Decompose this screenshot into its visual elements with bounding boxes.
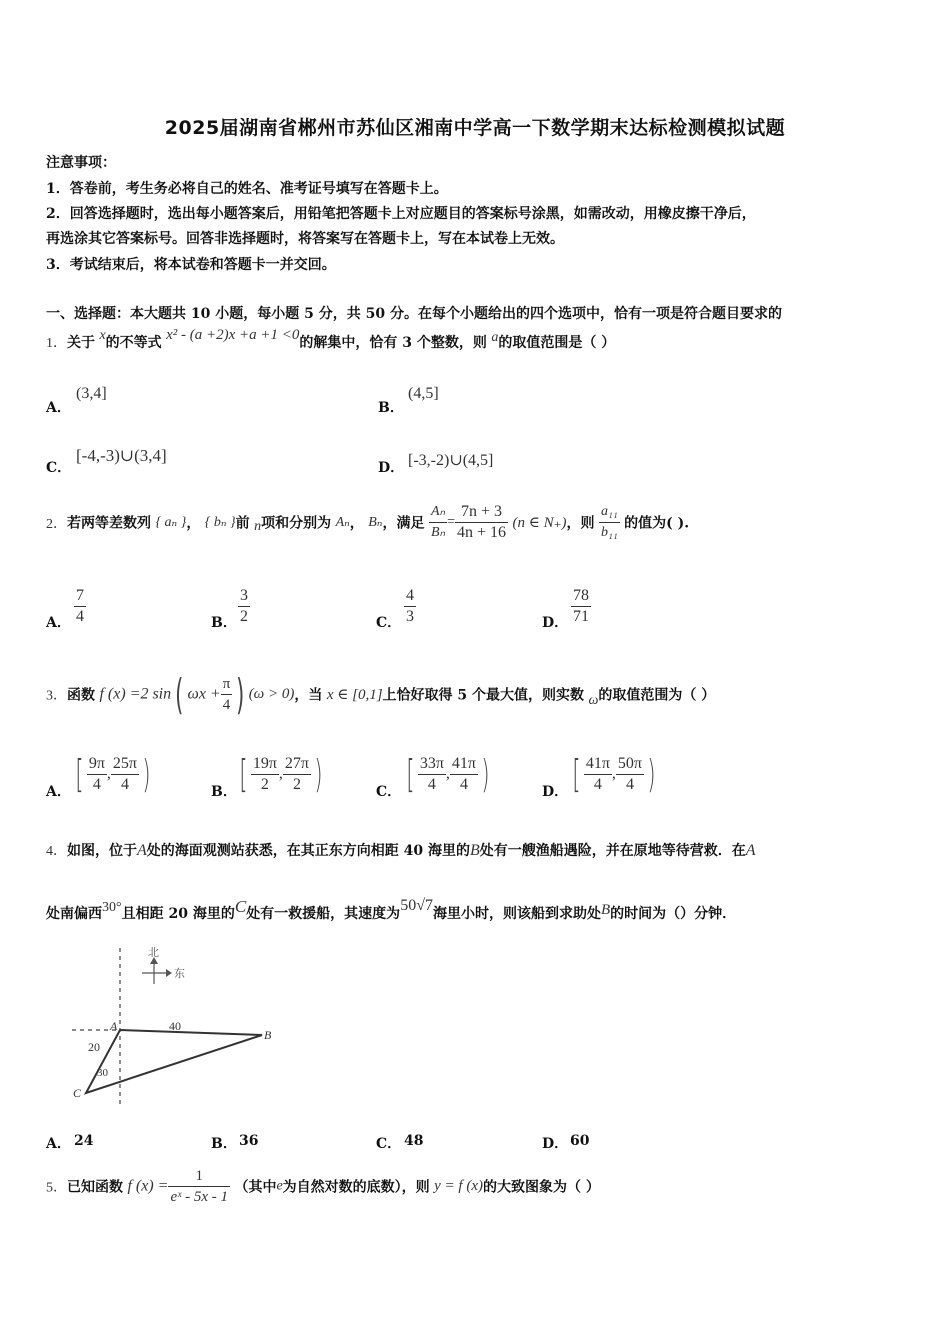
question-text: 已知函数	[67, 1179, 123, 1196]
notice-item: 3．考试结束后，将本试卷和答题卡一并交回。	[46, 257, 336, 273]
north-label: 北	[148, 947, 159, 959]
question-text: 的取值范围为（ ）	[598, 687, 716, 704]
fraction-lhs: $\frac{\text{Aₙ}}{\text{Bₙ}}$	[430, 504, 446, 540]
option-label: B．	[211, 615, 237, 631]
option-value[interactable]: $\frac{3}{2}$	[240, 587, 248, 625]
option-value[interactable]: [-4,-3)∪(3,4]	[76, 446, 167, 465]
question-text: 函数	[67, 687, 95, 704]
question-number: 4．	[46, 844, 67, 859]
option-label: D．	[542, 615, 569, 631]
option-label: A．	[46, 615, 71, 631]
question-text: 的不等式	[105, 335, 162, 351]
option-value[interactable]: (4,5]	[408, 385, 439, 402]
option-label: C．	[46, 460, 72, 476]
rescue-diagram	[66, 940, 296, 1110]
question-2: 2．若两等差数列 { aₙ }， { bₙ }前 n项和分别为 Aₙ， Bₙ，满足 $\frac{\text{Aₙ}}{\text{Bₙ}}$ = $\frac{7n + 3}{4n + 16}$ (n ∈ N₊)，则 $\frac{\text{a₁₁}}{\text{b₁₁}}$ 的值为( ).	[46, 503, 690, 541]
condition: (ω > 0)	[248, 686, 295, 702]
fraction-function: $\frac{1}{\text{eˣ - 5x - 1}}$	[170, 1168, 228, 1205]
question-text: 处有一艘渔船遇险，并在原地等待营救．在	[479, 843, 746, 859]
question-text: 处有一救援船，其速度为	[246, 906, 401, 922]
option-value[interactable]: 24	[74, 1133, 94, 1149]
math-var: A	[745, 842, 756, 859]
question-text: 关于	[67, 335, 95, 351]
option-label: C．	[376, 615, 402, 631]
question-text: ，满足	[382, 515, 425, 532]
math-var: C	[234, 897, 247, 916]
question-text: 为自然对数的底数），则	[282, 1179, 430, 1196]
option-value[interactable]: $\frac{4}{3}$	[406, 587, 414, 625]
math-var: ω	[588, 692, 599, 708]
question-text: （其中	[234, 1179, 277, 1196]
option-label: B．	[211, 784, 237, 800]
compass-arrow-icon	[166, 969, 172, 977]
question-text: 的值为( ).	[624, 515, 690, 532]
point-c-label: C	[73, 1086, 82, 1100]
option-value[interactable]: [ $\frac{19\pi}{2}$ , $\frac{27\pi}{2}$ )	[239, 752, 323, 796]
option-label: D．	[542, 1136, 569, 1152]
question-text: 的解集中，恰有 3 个整数，则	[299, 335, 487, 351]
option-value[interactable]: 60	[570, 1133, 590, 1149]
function-expr: f (x) =	[127, 1177, 169, 1195]
fraction-rhs: $\frac{7n + 3}{4n + 16}$	[456, 503, 507, 541]
option-label: A．	[46, 784, 71, 800]
question-number: 3．	[46, 688, 67, 704]
question-text: ，	[186, 515, 201, 532]
option-label: B．	[378, 400, 404, 416]
speed-value: 50√7	[400, 897, 433, 914]
notice-item: 再选涂其它答案标号。回答非选择题时，将答案写在答题卡上，写在本试卷上无效。	[46, 231, 564, 247]
question-3: 3．函数 f (x) =2 sin( ωx + $\frac{\pi}{4}$ ) (ω > 0)，当 x ∈ [0,1]上恰好取得 5 个最大值，则实数 ω的取值范围为（ ）	[46, 670, 716, 719]
condition: (n ∈ N₊)	[512, 515, 567, 531]
math-var: Bₙ	[368, 515, 383, 530]
option-value[interactable]: 48	[404, 1133, 424, 1149]
notice-item: 2．回答选择题时，选出每小题答案后，用铅笔把答题卡上对应题目的答案标号涂黑，如需改动，用橡皮擦干净后，	[46, 206, 756, 222]
sequence-b: { bₙ }	[204, 515, 236, 530]
question-text: 前	[235, 515, 250, 532]
notice-item: 1．答卷前，考生务必将自己的姓名、准考证号填写在答题卡上。	[46, 181, 448, 197]
question-number: 1．	[46, 336, 67, 351]
math-var: Aₙ	[335, 515, 350, 530]
section-heading: 一、选择题：本大题共 10 小题，每小题 5 分，共 50 分。在每个小题给出的四个选项中，恰有一项是符合题目要求的	[46, 306, 782, 322]
option-label: A．	[46, 400, 71, 416]
question-text: 若两等差数列	[67, 515, 151, 532]
page-title: 2025届湖南省郴州市苏仙区湘南中学高一下数学期末达标检测模拟试题	[164, 117, 786, 139]
option-value[interactable]: [ $\frac{9\pi}{4}$ , $\frac{25\pi}{4}$ )	[75, 752, 151, 796]
question-text: ，当	[294, 687, 323, 704]
option-value[interactable]: [ $\frac{41\pi}{4}$ , $\frac{50\pi}{4}$ )	[572, 752, 656, 796]
option-value[interactable]: 36	[239, 1133, 259, 1149]
math-var: A	[137, 842, 147, 859]
range: x ∈ [0,1]	[326, 687, 383, 703]
function-expr: f (x) =2 sin	[99, 685, 172, 703]
math-var: B	[470, 842, 480, 859]
question-number: 2．	[46, 516, 67, 532]
option-label: C．	[376, 784, 402, 800]
question-4-line-2	[46, 897, 737, 923]
question-text: ，	[349, 515, 364, 532]
east-label: 东	[174, 968, 185, 980]
question-text: 的取值范围是（ ）	[498, 335, 616, 351]
triangle-abc	[86, 1030, 262, 1093]
math-var: e	[276, 1178, 283, 1194]
length-ac-label: 20	[88, 1040, 100, 1054]
question-text: 如图，位于	[67, 843, 137, 859]
sequence-a: { aₙ }	[155, 515, 187, 530]
question-5	[46, 1166, 600, 1207]
option-label: C．	[376, 1136, 402, 1152]
math-var: n	[254, 518, 262, 534]
math-var: B	[600, 902, 611, 918]
angle-value: 30°	[102, 900, 122, 915]
math-var: x	[99, 328, 106, 343]
function-arg: ωx +	[187, 685, 221, 703]
question-text: 处的海面观测站获悉，在其正东方向相距 40 海里的	[146, 843, 471, 859]
question-text: 处南偏西	[46, 906, 102, 922]
fraction-pi: $\frac{\pi}{4}$	[222, 676, 231, 713]
option-value[interactable]: $\frac{78}{71}$	[573, 587, 589, 625]
point-b-label: B	[264, 1028, 272, 1042]
point-a-label: A	[110, 1019, 118, 1033]
question-4-line-1	[46, 840, 756, 860]
fraction-query: $\frac{\text{a₁₁}}{\text{b₁₁}}$	[600, 504, 618, 540]
notice-heading: 注意事项：	[46, 155, 116, 171]
question-number: 5．	[46, 1180, 67, 1196]
length-ab-label: 40	[169, 1019, 181, 1033]
question-text: 且相距 20 海里的	[121, 906, 235, 922]
question-1	[46, 327, 616, 352]
inequality: x² - (a +2)x +a +1 <0	[166, 327, 300, 343]
option-value[interactable]: [-3,-2)∪(4,5]	[408, 452, 494, 469]
function-ref: y = f (x)	[434, 1178, 483, 1194]
question-text: ，则	[566, 515, 595, 532]
question-text: 海里小时，则该船到求助处	[432, 906, 601, 922]
question-text: 的时间为（）分钟．	[610, 906, 737, 922]
option-value[interactable]: [ $\frac{33\pi}{4}$ , $\frac{41\pi}{4}$ )	[406, 752, 490, 796]
question-text: 上恰好取得 5 个最大值，则实数	[382, 687, 585, 704]
question-text: 的大致图象为（ ）	[482, 1179, 600, 1196]
option-value[interactable]: (3,4]	[76, 385, 107, 402]
math-var: a	[491, 330, 499, 345]
angle-label: 30	[97, 1067, 108, 1079]
option-label: D．	[542, 784, 569, 800]
option-label: A．	[46, 1136, 71, 1152]
option-label: D．	[378, 460, 405, 476]
option-value[interactable]: $\frac{7}{4}$	[76, 587, 84, 625]
question-text: 项和分别为	[261, 515, 332, 532]
option-label: B．	[211, 1136, 237, 1152]
